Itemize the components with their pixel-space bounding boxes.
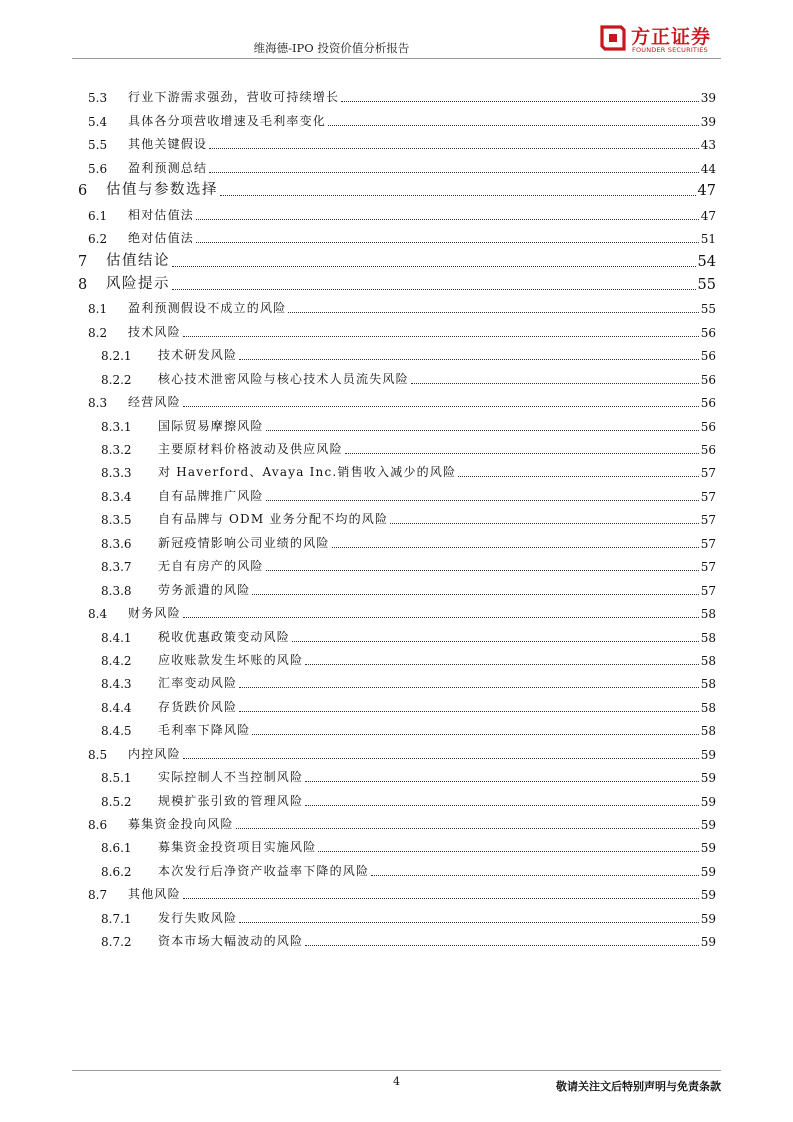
toc-entry-title: 国际贸易摩擦风险: [158, 418, 264, 433]
toc-entry-number: 8.1: [88, 302, 108, 317]
toc-entry-page: 56: [700, 419, 716, 434]
toc-dot-leader: [345, 453, 699, 454]
page-number: 4: [393, 1075, 400, 1088]
toc-entry-number: 5.3: [88, 91, 108, 106]
toc-dot-leader: [266, 570, 699, 571]
toc-entry-title: 估值结论: [106, 252, 170, 269]
toc-entry-number: 8.4: [88, 607, 108, 622]
toc-entry[interactable]: [72, 810, 716, 833]
toc-entry-page: 59: [700, 864, 716, 879]
toc-entry-title: 内控风险: [128, 746, 181, 761]
header-divider: [72, 58, 721, 59]
toc-dot-leader: [341, 101, 699, 102]
toc-entry-number: 7: [78, 253, 88, 270]
toc-dot-leader: [332, 547, 699, 548]
toc-entry-number: 8.4.2: [101, 653, 132, 668]
toc-entry-title: 技术风险: [128, 324, 181, 339]
founder-securities-logo: [599, 22, 727, 56]
toc-entry[interactable]: [72, 739, 716, 762]
toc-entry-title: 具体各分项营收增速及毛利率变化: [128, 113, 327, 128]
toc-entry-number: 8.4.4: [101, 700, 132, 715]
toc-entry-page: 59: [700, 841, 716, 856]
toc-entry[interactable]: [72, 294, 716, 317]
toc-dot-leader: [239, 359, 699, 360]
toc-entry-page: 58: [700, 700, 716, 715]
toc-entry[interactable]: [72, 528, 716, 551]
toc-entry-number: 5.4: [88, 114, 108, 129]
page-header: [72, 18, 721, 62]
footer-divider: [72, 1070, 721, 1071]
toc-entry-page: 59: [700, 771, 716, 786]
toc-entry-page: 44: [700, 161, 716, 176]
toc-entry-title: 应收账款发生坏账的风险: [158, 652, 304, 667]
toc-entry-page: 57: [700, 560, 716, 575]
toc-entry-number: 8.6.1: [101, 841, 132, 856]
toc-dot-leader: [239, 687, 699, 688]
toc-entry[interactable]: [72, 317, 716, 340]
toc-entry-title: 资本市场大幅波动的风险: [158, 934, 304, 949]
toc-entry-page: 57: [700, 513, 716, 528]
toc-entry[interactable]: [72, 83, 716, 106]
toc-entry[interactable]: [72, 669, 716, 692]
toc-entry-number: 8.5.2: [101, 794, 132, 809]
toc-entry-number: 8.4.3: [101, 677, 132, 692]
toc-entry-page: 54: [697, 253, 716, 270]
toc-entry-number: 8.3: [88, 396, 108, 411]
toc-entry-number: 8.2.1: [101, 349, 132, 364]
toc-dot-leader: [371, 875, 699, 876]
toc-entry[interactable]: [72, 716, 716, 739]
toc-dot-leader: [305, 781, 699, 782]
toc-entry-number: 6.2: [88, 232, 108, 247]
toc-entry-page: 59: [700, 935, 716, 950]
toc-entry[interactable]: [72, 575, 716, 598]
toc-entry[interactable]: [72, 388, 716, 411]
toc-entry-number: 8.3.5: [101, 513, 132, 528]
toc-entry-title: 发行失败风险: [158, 910, 238, 925]
toc-entry[interactable]: [72, 411, 716, 434]
toc-entry-number: 6: [78, 183, 88, 200]
toc-entry[interactable]: [72, 505, 716, 528]
toc-entry-page: 51: [700, 232, 716, 247]
toc-entry-page: 57: [700, 536, 716, 551]
toc-entry-page: 56: [700, 349, 716, 364]
toc-dot-leader: [209, 172, 699, 173]
toc-entry-title: 技术研发风险: [158, 348, 238, 363]
toc-dot-leader: [411, 383, 699, 384]
toc-entry-number: 8.3.4: [101, 489, 132, 504]
toc-dot-leader: [196, 219, 699, 220]
toc-entry-title: 实际控制人不当控制风险: [158, 770, 304, 785]
toc-entry-title: 其他关键假设: [128, 137, 208, 152]
toc-entry-number: 8.5: [88, 747, 108, 762]
disclaimer-note: 敬请关注文后特别声明与免责条款: [556, 1080, 721, 1093]
toc-dot-leader: [305, 805, 699, 806]
toc-entry[interactable]: [72, 130, 716, 153]
toc-entry-title: 行业下游需求强劲，营收可持续增长: [128, 90, 340, 105]
toc-dot-leader: [172, 289, 696, 290]
toc-entry-page: 47: [697, 183, 716, 200]
toc-entry-page: 58: [700, 630, 716, 645]
founder-logo-icon: [599, 24, 627, 52]
toc-entry[interactable]: [72, 153, 716, 176]
toc-entry-number: 8.2.2: [101, 372, 132, 387]
toc-entry-title: 核心技术泄密风险与核心技术人员流失风险: [158, 371, 409, 386]
toc-dot-leader: [239, 711, 699, 712]
toc-entry-title: 绝对估值法: [128, 231, 195, 246]
logo-english-name: FOUNDER SECURITIES: [632, 46, 708, 54]
toc-dot-leader: [328, 125, 699, 126]
toc-entry-number: 8.7: [88, 888, 108, 903]
toc-entry-title: 募集资金投资项目实施风险: [158, 840, 317, 855]
toc-dot-leader: [390, 523, 699, 524]
toc-entry-title: 汇率变动风险: [158, 676, 238, 691]
toc-entry-title: 主要原材料价格波动及供应风险: [158, 442, 343, 456]
toc-entry-number: 8.3.1: [101, 419, 132, 434]
toc-entry[interactable]: [72, 903, 716, 926]
toc-dot-leader: [196, 242, 699, 243]
toc-dot-leader: [209, 148, 699, 149]
toc-entry-title: 盈利预测总结: [128, 160, 208, 175]
toc-entry-number: 8.7.1: [101, 911, 132, 926]
toc-entry[interactable]: [72, 106, 716, 129]
toc-entry-title: 存货跌价风险: [158, 699, 238, 714]
toc-entry-title: 经营风险: [128, 395, 181, 410]
toc-entry-page: 56: [700, 325, 716, 340]
toc-entry-page: 59: [700, 888, 716, 903]
toc-entry-title: 盈利预测假设不成立的风险: [128, 301, 287, 316]
toc-entry[interactable]: [72, 692, 716, 715]
toc-entry[interactable]: [72, 271, 716, 294]
toc-entry-title: 无自有房产的风险: [158, 559, 264, 574]
toc-dot-leader: [252, 594, 698, 595]
toc-entry-page: 58: [700, 677, 716, 692]
toc-entry-title: 估值与参数选择: [106, 182, 218, 199]
toc-entry-number: 8.6.2: [101, 864, 132, 879]
toc-entry-page: 39: [700, 91, 716, 106]
toc-entry[interactable]: [72, 341, 716, 364]
toc-dot-leader: [183, 406, 699, 407]
toc-entry-page: 57: [700, 583, 716, 598]
toc-entry-title: 风险提示: [106, 275, 170, 292]
toc-entry-title: 规模扩张引致的管理风险: [158, 793, 304, 808]
toc-entry[interactable]: [72, 247, 716, 270]
toc-dot-leader: [236, 828, 699, 829]
toc-entry-page: 58: [700, 653, 716, 668]
toc-dot-leader: [292, 641, 699, 642]
toc-entry-number: 8.3.2: [101, 443, 132, 457]
toc-entry-page: 57: [700, 489, 716, 504]
toc-entry[interactable]: [72, 880, 716, 903]
toc-entry[interactable]: [72, 856, 716, 879]
toc-entry[interactable]: [72, 435, 716, 458]
toc-dot-leader: [305, 664, 699, 665]
toc-entry-page: 58: [700, 607, 716, 622]
toc-dot-leader: [318, 851, 698, 852]
report-title: 维海德-IPO 投资价值分析报告: [253, 41, 410, 55]
toc-entry[interactable]: [72, 364, 716, 387]
toc-entry-number: 8.2: [88, 325, 108, 340]
toc-entry-page: 59: [700, 747, 716, 762]
toc-dot-leader: [266, 500, 699, 501]
toc-entry-title: 税收优惠政策变动风险: [158, 629, 291, 644]
toc-dot-leader: [305, 945, 699, 946]
toc-entry-number: 6.1: [88, 208, 108, 223]
table-of-contents: [72, 83, 716, 950]
logo-chinese-name: 方正证券: [631, 26, 712, 48]
toc-entry[interactable]: [72, 786, 716, 809]
toc-entry-page: 56: [700, 443, 716, 457]
toc-entry-page: 59: [700, 794, 716, 809]
toc-entry-number: 8.4.5: [101, 724, 132, 739]
toc-entry[interactable]: [72, 763, 716, 786]
toc-entry-number: 8: [78, 276, 88, 293]
toc-entry-title: 毛利率下降风险: [158, 723, 251, 738]
toc-dot-leader: [183, 336, 699, 337]
toc-entry-number: 5.6: [88, 161, 108, 176]
toc-dot-leader: [458, 476, 699, 477]
toc-dot-leader: [183, 898, 699, 899]
toc-entry-title: 劳务派遣的风险: [158, 582, 251, 597]
toc-entry-page: 56: [700, 396, 716, 411]
toc-dot-leader: [172, 266, 696, 267]
toc-entry[interactable]: [72, 224, 716, 247]
toc-entry-title: 自有品牌推广风险: [158, 488, 264, 503]
toc-entry-number: 8.7.2: [101, 935, 132, 950]
toc-entry-title: 募集资金投向风险: [128, 817, 234, 831]
toc-entry-number: 5.5: [88, 138, 108, 153]
toc-entry-title: 财务风险: [128, 606, 181, 621]
toc-entry-page: 55: [697, 276, 716, 293]
toc-entry-number: 8.5.1: [101, 771, 132, 786]
toc-entry-number: 8.3.8: [101, 583, 132, 598]
toc-entry-title: 其他风险: [128, 887, 181, 902]
toc-entry[interactable]: [72, 177, 716, 200]
toc-dot-leader: [183, 758, 699, 759]
toc-entry[interactable]: [72, 833, 716, 856]
toc-entry-page: 59: [700, 911, 716, 926]
toc-entry[interactable]: [72, 552, 716, 575]
toc-entry-page: 39: [700, 114, 716, 129]
toc-entry[interactable]: [72, 927, 716, 950]
toc-entry[interactable]: [72, 458, 716, 481]
toc-dot-leader: [266, 430, 699, 431]
toc-entry-title: 新冠疫情影响公司业绩的风险: [158, 535, 330, 550]
toc-entry[interactable]: [72, 622, 716, 645]
toc-entry-number: 8.3.6: [101, 536, 132, 551]
toc-entry-number: 8.6: [88, 818, 108, 832]
toc-entry[interactable]: [72, 481, 716, 504]
toc-entry-title: 对 Haverford、Avaya Inc.销售收入减少的风险: [158, 465, 457, 480]
toc-dot-leader: [183, 617, 699, 618]
toc-entry[interactable]: [72, 200, 716, 223]
toc-entry-page: 47: [700, 208, 716, 223]
toc-entry-number: 8.3.7: [101, 560, 132, 575]
toc-entry-number: 8.3.3: [101, 466, 132, 481]
toc-entry[interactable]: [72, 599, 716, 622]
toc-entry-page: 43: [700, 138, 716, 153]
toc-entry-page: 56: [700, 372, 716, 387]
toc-entry-title: 本次发行后净资产收益率下降的风险: [158, 863, 370, 878]
toc-dot-leader: [288, 312, 698, 313]
toc-dot-leader: [239, 922, 699, 923]
toc-entry-page: 55: [700, 302, 716, 317]
toc-dot-leader: [252, 734, 698, 735]
toc-entry-page: 58: [700, 724, 716, 739]
toc-entry-number: 8.4.1: [101, 630, 132, 645]
toc-entry-title: 自有品牌与 ODM 业务分配不均的风险: [158, 512, 389, 527]
toc-entry-page: 57: [700, 466, 716, 481]
toc-entry-page: 59: [700, 818, 716, 832]
toc-dot-leader: [220, 195, 696, 196]
toc-entry-title: 相对估值法: [128, 207, 195, 222]
toc-entry[interactable]: [72, 646, 716, 669]
